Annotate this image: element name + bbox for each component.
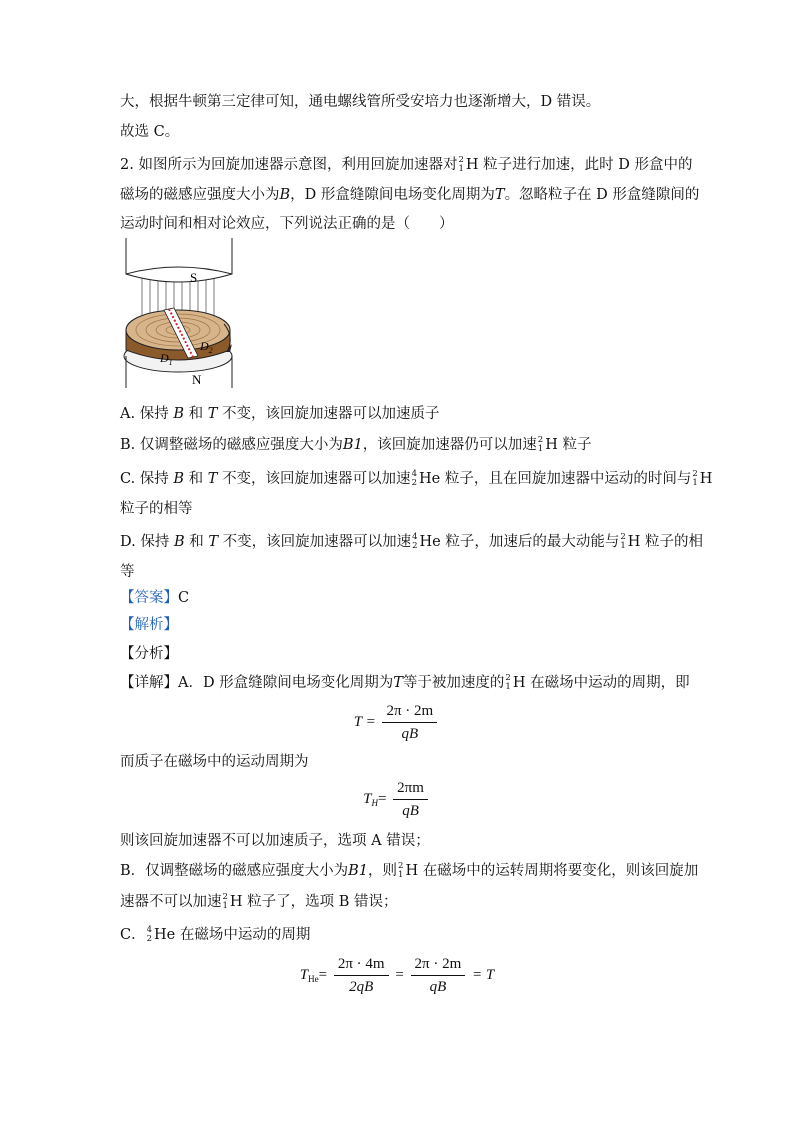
conclusion-a: 则该回旋加速器不可以加速质子，选项 A 错误； (120, 833, 430, 849)
formula-2: $T_H=$ $\frac{2\pi m}{qB}$ (0, 779, 794, 820)
question-2-stem-2: 磁场的磁感应强度大小为B，D 形盒缝隙间电场变化周期为T。忽略粒子在 D 形盒缝隙间的 (120, 187, 700, 203)
detail-b-cont: 速器不可以加速 2 1 H 粒子了，选项 B 错误； (120, 892, 398, 911)
option-b: B. 仅调整磁场的磁感应强度大小为B1，该回旋加速器仍可以加速 2 1 H 粒子 (120, 435, 592, 454)
proton-period-text: 而质子在磁场中的运动周期为 (120, 754, 309, 770)
answer-line: 【答案】C (120, 590, 190, 606)
label-d1: $D_1$ (160, 351, 173, 367)
question-2-stem-1: 2. 如图所示为回旋加速器示意图，利用回旋加速器对 2 1 H 粒子进行加速，此时 D 形盒中的 (120, 155, 693, 174)
analysis-tag: 【解析】 (120, 617, 178, 633)
option-d-cont: 等 (120, 564, 135, 580)
text-line-2: 故选 C。 (120, 124, 180, 140)
formula-1: T = $\frac{2\pi \cdot 2m}{qB}$ (0, 702, 794, 743)
fenxi-tag: 【分析】 (120, 646, 178, 662)
detail-a: 【详解】A．D 形盒缝隙间电场变化周期为T等于被加速度的 2 1 H 在磁场中运动的周期，即 (120, 673, 690, 692)
cyclotron-figure (120, 238, 250, 388)
option-c: C. 保持 B 和 T 不变，该回旋加速器可以加速 4 2 He 粒子，且在回旋加速器中运动的时间与 2 1 H (120, 469, 713, 488)
label-n: N (192, 372, 202, 387)
text-line-1: 大，根据牛顿第三定律可知，通电螺线管所受安培力也逐渐增大，D 错误。 (120, 94, 601, 110)
formula-3: $T_{He}=$ $\frac{2\pi \cdot 4m}{2qB}$ = $\frac{2\pi \cdot 2m}{qB}$ = T (299, 956, 495, 995)
detail-c: C． 4 2 He 在磁场中运动的周期 (120, 925, 311, 944)
label-d2: $D_2$ (200, 339, 213, 355)
option-d: D. 保持 B 和 T 不变，该回旋加速器可以加速 4 2 He 粒子，加速后的最大动能与 2 1 H 粒子的相 (120, 532, 704, 551)
option-a: A. 保持 B 和 T 不变，该回旋加速器可以加速质子 (120, 406, 440, 422)
label-s: S (190, 270, 198, 285)
question-2-stem-3: 运动时间和相对论效应，下列说法正确的是（ ） (120, 216, 454, 232)
deuteron-nuclide: 2 1 (458, 155, 464, 174)
option-c-cont: 粒子的相等 (120, 501, 193, 517)
detail-b: B．仅调整磁场的磁感应强度大小为B1，则 2 1 H 在磁场中的运转周期将要变化，则该回旋加 (120, 861, 699, 880)
answer-tag: 【答案】 (120, 590, 178, 606)
